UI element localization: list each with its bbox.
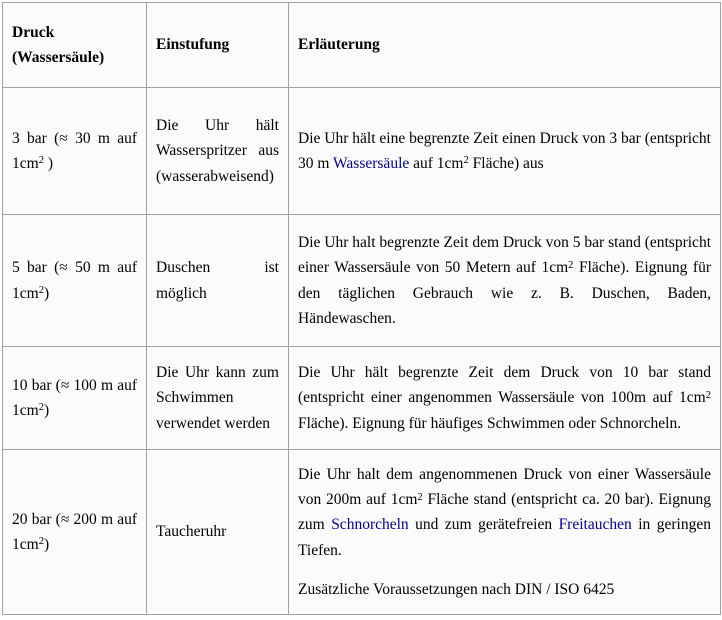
header-einstufung: Einstufung (147, 3, 289, 88)
cell-erlaeuterung-20bar (289, 450, 721, 615)
cell-erlaeuterung-3bar (289, 88, 721, 215)
druck-text: 10 bar (≈ 100 m auf 1cm (12, 376, 137, 419)
erl-text: Fläche) aus (468, 155, 544, 172)
din-iso-note: Zusätzliche Voraussetzungen nach DIN / ISO 6425 (298, 580, 615, 598)
druck-text: 3 bar (≈ 30 m auf 1cm (12, 129, 137, 172)
cell-einstufung-5bar: Duschen ist möglich (147, 215, 289, 347)
erl-text: Die Uhr hält eine begrenzte Zeit einen Druck von 3 bar (entspricht 30 m (298, 129, 711, 172)
table-row-3bar (3, 88, 721, 215)
superscript-2: 2 (38, 284, 44, 296)
erl-text: Die Uhr hält begrenzte Zeit dem Druck von 10 bar stand (entspricht einer angenommen Wassersäule von 100m auf 1cm (298, 364, 711, 407)
header-row (3, 3, 721, 88)
erlaeuterung-paragraph (298, 126, 711, 176)
erl-text: Die Uhr halt dem angenommenen Druck von einer Wassersäule von 200m auf 1cm (298, 466, 711, 509)
erl-text: auf 1cm (409, 155, 464, 172)
druck-text: 20 bar (≈ 200 m auf 1cm (12, 510, 137, 553)
erl-text: Fläche). Eignung für häufiges Schwimmen oder Schnorcheln. (298, 414, 682, 432)
cell-einstufung-3bar: Die Uhr hält Wasserspritzer aus (wasserabweisend) (147, 88, 289, 215)
erlaeuterung-paragraph (298, 462, 711, 562)
cell-druck-10bar (3, 347, 147, 450)
cell-einstufung-10bar: Die Uhr kann zum Schwimmen verwendet werden (147, 347, 289, 450)
table-row-10bar (3, 347, 721, 450)
superscript-2: 2 (38, 536, 44, 548)
superscript-2: 2 (463, 155, 469, 167)
superscript-2: 2 (38, 155, 44, 167)
druck-text: ) (43, 402, 50, 419)
erl-text: in geringen Tiefen. (298, 516, 711, 559)
superscript-2: 2 (705, 389, 711, 401)
superscript-2: 2 (568, 259, 574, 271)
druck-text: 5 bar (≈ 50 m auf 1cm (12, 259, 137, 302)
cell-druck-3bar (3, 88, 147, 215)
cell-druck-20bar (3, 450, 147, 615)
druck-text: ) (43, 536, 50, 553)
cell-erlaeuterung-10bar (289, 347, 721, 450)
link-wassersaeule[interactable]: Wassersäule (333, 155, 410, 172)
cell-druck-5bar (3, 215, 147, 347)
erl-text: Fläche). Eignung für den täglichen Gebrauch wie z. B. Duschen, Baden, Händewaschen. (298, 259, 711, 327)
cell-einstufung-20bar: Taucheruhr (147, 450, 289, 615)
superscript-2: 2 (38, 402, 44, 414)
header-druck: Druck (Wassersäule) (3, 3, 147, 88)
table-row-5bar (3, 215, 721, 347)
link-schnorcheln[interactable]: Schnorcheln (331, 516, 409, 534)
cell-erlaeuterung-5bar (289, 215, 721, 347)
header-erlaeuterung: Erläuterung (289, 3, 721, 88)
table-row-20bar (3, 450, 721, 615)
druck-text: ) (43, 155, 53, 172)
erl-text: und zum gerätefreien (408, 516, 559, 534)
druck-text: ) (43, 284, 50, 302)
erlaeuterung-paragraph (298, 230, 711, 330)
erl-text: Fläche stand (entspricht ca. 20 bar). Eignung zum (298, 491, 711, 534)
erl-text: Die Uhr halt begrenzte Zeit dem Druck von 5 bar stand (entspricht einer Wassersäule von 50 Metern auf 1cm (298, 234, 711, 277)
water-resistance-table (2, 2, 721, 615)
erlaeuterung-paragraph (298, 360, 711, 435)
link-freitauchen[interactable]: Freitauchen (558, 516, 632, 534)
superscript-2: 2 (417, 491, 423, 503)
